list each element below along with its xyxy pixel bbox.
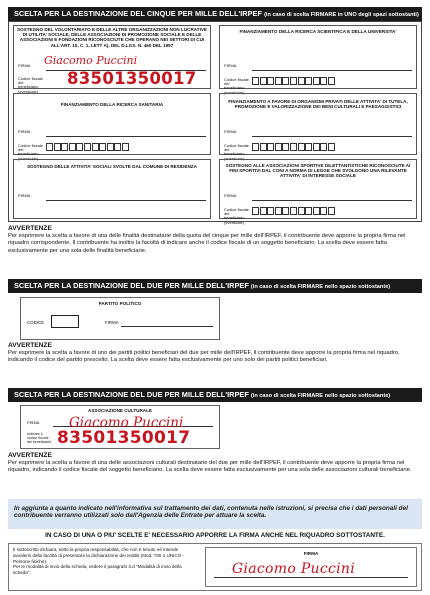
cultura-header-subtitle: (in caso di scelta FIRMARE nello spazio sottostante): [250, 393, 391, 399]
partiti-header-title: SCELTA PER LA DESTINAZIONE DEL DUE PER MILLE DELL'IRPEF: [14, 281, 249, 290]
firma-line[interactable]: [46, 136, 206, 137]
cf-label: Indicare il codice fiscale del beneficiario: [27, 432, 52, 445]
codice-label: CODICE: [27, 320, 45, 325]
cf-label: Codice fiscale del beneficiario (eventuale): [224, 207, 249, 225]
cf-label: Codice fiscale del beneficiario (eventuale): [224, 143, 249, 161]
firma-label: FIRMA: [105, 320, 119, 325]
cf-code-volontariato: 83501350017: [67, 69, 197, 88]
avvertenze-heading: AVVERTENZE: [8, 452, 52, 459]
cf-label: Codice fiscale del beneficiario (eventuale): [18, 143, 43, 161]
avvertenze-text: Per esprimere la scelta a favore di una delle finalità destinatarie della quota del cinque per mille dell'IRPEF, il contribuente deve apporre la propria firma nel riquadro corrispondente. Il contribuente ha inoltre la facoltà di indicare anche il codice fiscale di un soggetto beneficiario. La scelta deve essere fatta esclusivamente per una sola delle finalità beneficiarie.: [8, 232, 406, 254]
avvertenze-text: Per esprimere la scelta a favore di una delle associazioni culturali destinatarie del due per mille dell'IRPEF, il contribuente deve apporre la propria firma nel riquadro, indicando il codice fiscale del soggetto beneficiario. La scelta deve essere fatta esclusivamente per una sola delle associazioni culturali beneficiarie.: [8, 459, 412, 474]
codice-input[interactable]: [51, 315, 79, 328]
signature-final: Giacomo Puccini: [232, 561, 356, 577]
privacy-note: In aggiunta a quanto indicato nell'informativa sul trattamento dei dati, contenuta nelle istruzioni, si precisa che i dati personali del contribuente verranno utilizzati solo dall'Agenzia delle Entrate per attuare la scelta.: [8, 499, 422, 529]
cf-label: Codice fiscale del beneficiario (eventuale): [224, 77, 249, 95]
partito-title: PARTITO POLITICO: [98, 301, 142, 306]
firma-label: FIRMA: [303, 551, 319, 556]
firma-line[interactable]: [214, 577, 408, 578]
firma-label: FIRMA: [224, 129, 237, 134]
firma-label: FIRMA: [224, 63, 237, 68]
cf-row[interactable]: [224, 76, 412, 95]
final-heading: IN CASO DI UNA O PIU' SCELTE E' NECESSARIO APPORRE LA FIRMA ANCHE NEL RIQUADRO SOTTOSTANTE.: [45, 532, 385, 539]
firma-line[interactable]: [252, 136, 412, 137]
firma-line[interactable]: [46, 200, 206, 201]
cell-volontariato: [13, 25, 211, 94]
firma-row[interactable]: [18, 192, 206, 202]
cf-row[interactable]: [224, 206, 412, 225]
associazione-box: [20, 405, 220, 449]
cultura-header-band: [8, 388, 422, 402]
firma-line[interactable]: [252, 200, 412, 201]
cultura-header-title: SCELTA PER LA DESTINAZIONE DEL DUE PER MILLE DELL'IRPEF: [14, 390, 249, 399]
cf-boxes[interactable]: [252, 207, 336, 216]
partiti-header-subtitle: (in caso di scelta FIRMARE nello spazio sottostante): [250, 284, 391, 290]
associazione-title: ASSOCIAZIONE CULTURALE: [88, 408, 152, 413]
cell-volontariato-title: SOSTEGNO DEL VOLONTARIATO E DELLE ALTRE ORGANIZZAZIONI NON LUCRATIVE DI UTILITA' SOCIALE, DELLE ASSOCIAZIONI DI PROMOZIONE SOCIALE E DELLE ASSOCIAZIONI E FONDAZIONI RICONOSCIUTE CHE OPERANO NEI SETTORI DI CUI ALL'ART. 10, C. 1, LETT A), DEL D.LGS. N. 460 DEL 1997: [17, 27, 207, 48]
final-declaration: [13, 547, 193, 576]
firma-label: FIRMA: [27, 420, 40, 425]
cell-sportive-title: SOSTEGNO ALLE ASSOCIAZIONI SPORTIVE DILETTANTISTICHE RICONOSCIUTE AI FINI SPORTIVI DAL CONI A NORMA DI LEGGE CHE SVOLGONO UNA RILEVANTE ATTIVITA' DI INTERESSE SOCIALE: [225, 163, 411, 179]
cell-attivita-sociali: [13, 159, 211, 219]
avvertenze-heading: AVVERTENZE: [8, 225, 52, 232]
partito-box: [20, 297, 220, 340]
signature-cultura: Giacomo Puccini: [69, 415, 184, 431]
final-declaration-text: Il sottoscritto dichiara, sotto la propria responsabilità, che non è tenuto né intende avvalersi della facoltà di presentare la dichiarazione dei redditi (Mod. 730 o UNICO - Persone fisiche).: [13, 547, 185, 564]
cf-label: Codice fiscale del beneficiario (eventuale): [18, 76, 43, 94]
firma-row[interactable]: [18, 128, 206, 138]
avvertenze-text: Per esprimere la scelta a favore di uno dei partiti politici beneficiari del due per mille dell'IRPEF, il contribuente deve apporre la propria firma nel riquadro, indicando il codice del partito prescelto. La scelta deve essere fatta esclusivamente per uno solo dei partiti politici beneficiari.: [8, 349, 400, 364]
cinque-avvertenze: [8, 225, 422, 255]
cell-attivita-sociali-title: SOSTEGNO DELLE ATTIVITA' SOCIALI SVOLTE DAL COMUNE DI RESIDENZA: [27, 164, 197, 169]
cell-beni-culturali: [219, 93, 417, 161]
cell-beni-culturali-title: FINANZIAMENTO A FAVORE DI ORGANISMI PRIVATI DELLE ATTIVITA' DI TUTELA, PROMOZIONE E VALORIZZAZIONE DEI BENI CULTURALI E PAESAGGISTICI: [228, 99, 408, 110]
firma-label: FIRMA: [18, 129, 31, 134]
avvertenze-heading: AVVERTENZE: [8, 342, 52, 349]
cinque-header-band: [8, 7, 422, 21]
cinque-panel: [8, 21, 422, 225]
final-signature-box[interactable]: [205, 547, 417, 587]
cf-row[interactable]: [18, 142, 206, 161]
cinque-header-title: SCELTA PER LA DESTINAZIONE DEL CINQUE PER MILLE DELL'IRPEF: [14, 9, 262, 18]
firma-line[interactable]: [252, 70, 412, 71]
cf-boxes[interactable]: [252, 77, 336, 86]
final-panel: [8, 543, 422, 591]
cell-sportive: [219, 159, 417, 225]
cinque-header-subtitle: (in caso di scelta FIRMARE in UNO degli spazi sottostanti): [264, 12, 419, 18]
partiti-avvertenze: [8, 342, 422, 365]
cultura-avvertenze: [8, 452, 422, 475]
partiti-header-band: [8, 279, 422, 293]
cell-ricerca-scientifica-title: FINANZIAMENTO DELLA RICERCA SCIENTIFICA E DELLA UNIVERSITA': [239, 29, 397, 34]
cell-ricerca-sanitaria: [13, 93, 211, 161]
firma-label: FIRMA: [18, 193, 31, 198]
cf-boxes[interactable]: [46, 143, 130, 152]
firma-line[interactable]: [121, 326, 213, 327]
signature-volontariato: Giacomo Puccini: [44, 54, 138, 67]
firma-row[interactable]: [224, 128, 412, 138]
cf-row[interactable]: [18, 69, 206, 94]
firma-label: FIRMA: [224, 193, 237, 198]
cf-boxes[interactable]: [252, 143, 336, 152]
final-declaration-text-2: Per le modalità di invio della scheda, vedere il paragrafo 3.d "Modalità di invio della scheda".: [13, 564, 182, 576]
firma-row[interactable]: [224, 192, 412, 202]
cf-row[interactable]: [224, 142, 412, 161]
cf-code-cultura: 83501350017: [57, 428, 191, 448]
firma-label: FIRMA: [18, 63, 31, 68]
cell-ricerca-sanitaria-title: FINANZIAMENTO DELLA RICERCA SANITARIA: [60, 102, 164, 107]
firma-row[interactable]: [224, 62, 412, 72]
cell-ricerca-scientifica: [219, 25, 417, 95]
